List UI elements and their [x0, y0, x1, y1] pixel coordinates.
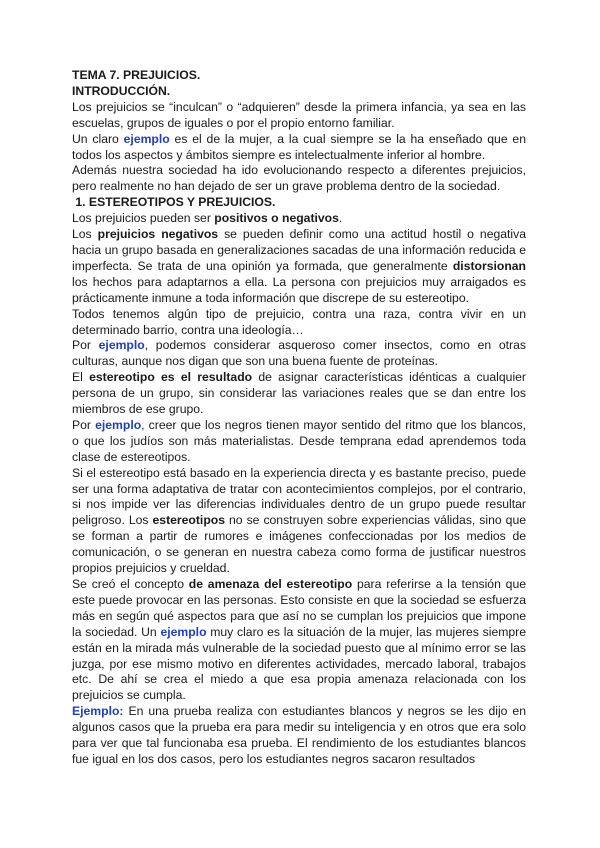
highlight-ejemplo-label: Ejemplo: — [72, 704, 124, 719]
text-run: Por — [72, 338, 99, 353]
paragraph-12 — [72, 704, 526, 768]
text-run: El — [72, 370, 90, 385]
text-run: no se construyen sobre experiencias válidas, sino que se forman a partir de rumores e imágenes confeccionadas por los medios de comunicación, o se generan en nuestra cabeza como forma de justificar nuestros propios prejuicios y crueldad. — [72, 513, 526, 576]
document-title: TEMA 7. PREJUICIOS. — [72, 68, 201, 82]
paragraph-4 — [72, 211, 526, 227]
text-run: los hechos para adaptarnos a ella. La persona con prejuicios muy arraigados es prácticamente inmune a toda información que discrepe de su estereotipo. — [72, 274, 526, 305]
paragraph-5 — [72, 227, 526, 307]
text-run: . — [338, 211, 343, 226]
paragraph-11 — [72, 577, 526, 704]
text-run: , podemos considerar asqueroso comer insectos, como en otras culturas, aunque nos digan que son una buena fuente de proteínas. — [72, 338, 526, 369]
highlight-ejemplo: ejemplo — [160, 624, 207, 639]
paragraph-intro-2 — [72, 132, 526, 164]
text-run: Los — [72, 227, 98, 242]
text-run: , creer que los negros tienen mayor sentido del ritmo que los blancos, o que los judíos son más materialistas. Desde temprana edad aprendemos toda clase de estereotipos. — [72, 417, 526, 464]
highlight-ejemplo: ejemplo — [123, 131, 170, 146]
paragraph-intro-3: Además nuestra sociedad ha ido evolucionando respecto a diferentes prejuicios, pero realmente no han dejado de ser un grave problema dentro de la sociedad. — [72, 163, 526, 194]
paragraph-8 — [72, 370, 526, 418]
text-run: En una prueba realiza con estudiantes blancos y negros se les dijo en algunos casos que la prueba era para medir su inteligencia y en otros que era solo para ver que tal funcionaba esa prueba. El rendimiento de los estudiantes blancos fue igual en los dos casos, pero los estudiantes negros sacaron resultados — [72, 704, 526, 766]
highlight-ejemplo: ejemplo — [98, 338, 145, 353]
text-run: se pueden definir como una actitud hostil o negativa hacia un grupo basada en generalizaciones sacadas de una información reducida e imperfecta. Se trata de una opinión ya formada, que generalmente — [72, 227, 526, 273]
paragraph-6: Todos tenemos algún tipo de prejuicio, contra una raza, contra vivir en un determinado barrio, contra una ideología… — [72, 306, 526, 337]
intro-heading: INTRODUCCIÓN. — [72, 83, 171, 98]
text-run: para referirse a la tensión que este puede provocar en las personas. Esto consiste en que la sociedad se esfuerza más en según qué aspectos para que así no se cumplan los prejuicios que impone la sociedad. Un — [72, 577, 526, 639]
paragraph-10 — [72, 466, 526, 577]
paragraph-intro-1: Los prejuicios se “inculcan” o “adquieren” desde la primera infancia, ya sea en las escuelas, grupos de iguales o por el propio entorno familiar. — [72, 99, 526, 130]
bold-term: positivos o negativos — [214, 211, 339, 226]
text-run: Por — [72, 417, 96, 432]
document-page — [72, 68, 526, 768]
text-run: muy claro es la situación de la mujer, las mujeres siempre están en la mirada más vulnerable de la sociedad puesto que al mínimo error se las juzga, por ese mismo motivo en diferentes actividades, mercado laboral, trabajos etc. De ahí se crea el miedo a que esa propia amenaza relacionada con los prejuicios se cumpla. — [72, 624, 526, 703]
text-run: es el de la mujer, a la cual siempre se la ha enseñado que en todos los aspectos y ámbitos siempre es intelectualmente inferior al hombre. — [72, 131, 526, 162]
paragraph-7 — [72, 338, 526, 370]
bold-term: distorsionan — [452, 258, 526, 273]
text-run: Los prejuicios pueden ser — [72, 211, 215, 226]
highlight-ejemplo: ejemplo — [95, 417, 142, 432]
section-1-heading: 1. ESTEREOTIPOS Y PREJUICIOS. — [72, 195, 276, 210]
text-run: de asignar características idénticas a cualquier persona de un grupo, sin considerar las variaciones reales que se dan entre los miembros de ese grupo. — [72, 370, 526, 417]
bold-term: estereotipos — [152, 513, 225, 528]
bold-term: prejuicios negativos — [97, 227, 219, 242]
bold-term: estereotipo es el resultado — [89, 370, 253, 385]
paragraph-9 — [72, 418, 526, 466]
text-run: Un claro — [72, 131, 124, 146]
bold-term: de amenaza del estereotipo — [188, 577, 353, 591]
text-run: Se creó el concepto — [72, 577, 189, 591]
text-run: Si el estereotipo está basado en la experiencia directa y es bastante preciso, puede ser una forma adaptativa de tratar con acontecimientos complejos, por el contrario, si nos impide ver las diferencias individuales dentro de un grupo puede resultar peligroso. Los — [72, 465, 526, 528]
